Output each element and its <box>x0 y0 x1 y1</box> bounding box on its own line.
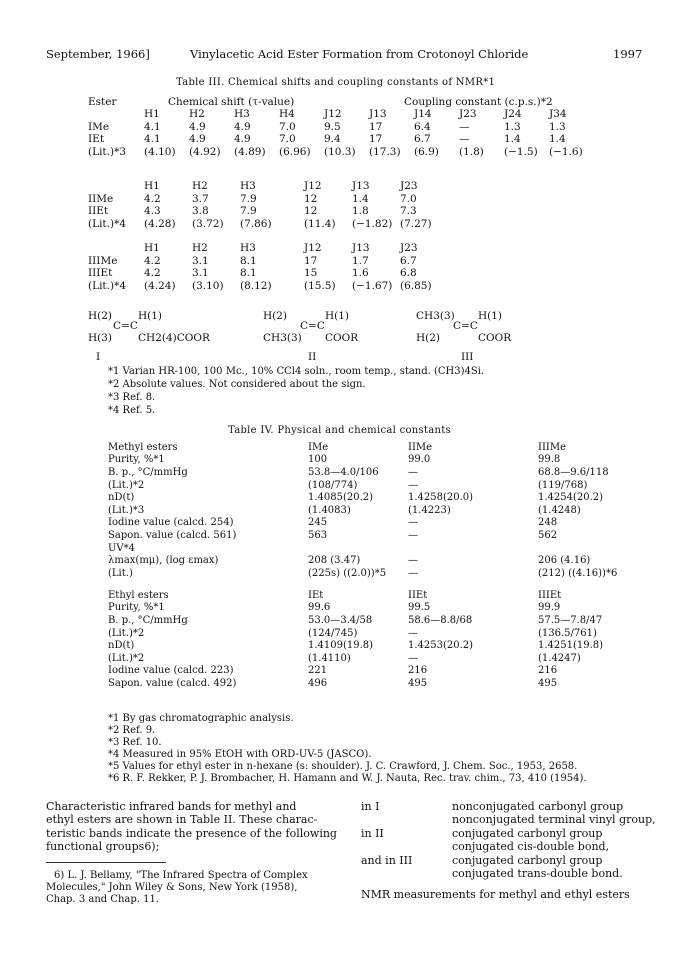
table-cell: IMe <box>308 441 329 453</box>
struct-II-bl: CH3(3) <box>263 332 302 344</box>
table-cell: J23 <box>400 180 418 193</box>
table-cell: (6.85) <box>400 280 432 293</box>
table-cell: 4.2 <box>144 254 161 267</box>
table-cell: (11.4) <box>304 218 336 231</box>
struct-I-bl: H(3) <box>88 332 113 344</box>
body-line: Characteristic infrared bands for methyl and <box>46 800 297 813</box>
table-row <box>108 639 668 652</box>
table-cell: (−1.6) <box>549 146 583 159</box>
table-cell: — <box>408 466 418 478</box>
table-cell: (17.3) <box>369 146 401 159</box>
table-cell: 1.8 <box>352 205 369 218</box>
table-cell: 1.6 <box>352 267 369 280</box>
table-cell: H2 <box>189 108 205 121</box>
table-cell: 99.5 <box>408 602 431 614</box>
table-cell: 248 <box>538 517 558 529</box>
table-cell: 1.4 <box>352 192 369 205</box>
table-cell: — <box>408 555 418 567</box>
table-cell: J13 <box>369 108 387 121</box>
struct-II-cc: C=C <box>300 320 325 332</box>
table3-caption: Table III. Chemical shifts and coupling constants of NMR*1 <box>176 77 496 88</box>
body-line: teristic bands indicate the presence of the following <box>46 826 337 840</box>
table-cell: 53.8—4.0/106 <box>308 466 379 478</box>
table-cell: 563 <box>308 529 328 541</box>
table-cell: 1.4109(19.8) <box>308 640 374 652</box>
struct-III-tr: H(1) <box>478 310 503 322</box>
table-cell: 7.3 <box>400 205 417 218</box>
table4-note: *5 Values for ethyl ester in n-hexane (s: shoulder). J. C. Crawford, J. Chem. Soc., 1953, 2658. <box>108 761 578 772</box>
table-cell: J23 <box>400 242 418 255</box>
table-cell: (119/768) <box>538 479 588 491</box>
table3-col-ester: Ester <box>88 96 117 108</box>
table-row <box>108 554 668 567</box>
table-cell: 1.4254(20.2) <box>538 492 604 504</box>
table-cell: 6.4 <box>414 120 431 133</box>
table-cell: H2 <box>192 242 208 255</box>
table-cell: (Lit.)*2 <box>108 627 145 639</box>
table-cell: 58.6—8.8/68 <box>408 614 473 626</box>
struct-I-br: CH2(4)COOR <box>138 332 210 344</box>
struct-II-br: COOR <box>325 332 359 344</box>
table-cell <box>408 542 538 555</box>
table-cell: UV*4 <box>108 542 136 554</box>
table-cell: 12 <box>304 192 318 205</box>
struct-III-label: III <box>461 351 474 363</box>
table-cell: Purity, %*1 <box>108 454 165 466</box>
table-row <box>88 267 448 280</box>
table-cell: 12 <box>304 205 318 218</box>
table-cell: H3 <box>240 242 256 255</box>
struct-III-tl: CH3(3) <box>416 310 455 322</box>
data-table <box>108 441 668 580</box>
table-cell: 216 <box>408 665 428 677</box>
table-cell: IIIMe <box>538 441 567 453</box>
table-cell: (−1.82) <box>352 218 393 231</box>
table-cell: 1.4258(20.0) <box>408 492 474 504</box>
table-cell: 7.0 <box>279 133 296 146</box>
table-cell: (10.3) <box>324 146 356 159</box>
table3-note: *1 Varian HR-100, 100 Mc., 10% CCl4 soln., room temp., stand. (CH3)4Si. <box>108 366 485 377</box>
table-cell: 4.9 <box>234 120 251 133</box>
table4-note: *6 R. F. Rekker, P. J. Brombacher, H. Hamann and W. J. Nauta, Rec. trav. chim., 73, 410 (1954). <box>108 773 587 784</box>
table-cell: J12 <box>324 108 342 121</box>
table-cell: (Lit.)*3 <box>88 146 127 159</box>
table-row <box>108 504 668 517</box>
table-cell: — <box>408 479 418 491</box>
table-row <box>88 108 594 121</box>
table-cell: H1 <box>144 108 160 121</box>
body-line: ethyl esters are shown in Table II. These charac- <box>46 813 318 827</box>
table-cell: 53.0—3.4/58 <box>308 614 373 626</box>
body-paragraph <box>46 800 337 854</box>
table-cell: (4.89) <box>234 146 266 159</box>
table-cell: (225s) ((2.0))*5 <box>308 567 387 579</box>
table-cell <box>88 180 144 193</box>
table-cell: 4.2 <box>144 192 161 205</box>
table-cell: nD(t) <box>108 492 135 504</box>
table-cell: Iodine value (calcd. 254) <box>108 517 234 529</box>
table-cell: 4.1 <box>144 120 161 133</box>
table-cell: (1.4223) <box>408 504 451 516</box>
table-cell: (3.10) <box>192 280 224 293</box>
table-cell: Methyl esters <box>108 441 178 453</box>
table-cell: 17 <box>304 254 318 267</box>
struct-II-tr: H(1) <box>325 310 350 322</box>
table-cell: 57.5—7.8/47 <box>538 614 603 626</box>
table-cell: 8.1 <box>240 254 257 267</box>
table-cell: 8.1 <box>240 267 257 280</box>
table-row <box>108 529 668 542</box>
table-cell: IMe <box>88 120 110 133</box>
table-cell: (1.4083) <box>308 504 351 516</box>
body-right-key: in II <box>361 826 384 840</box>
body-right-key: and in III <box>361 853 413 867</box>
table-cell: — <box>459 133 470 146</box>
table3-note: *3 Ref. 8. <box>108 392 156 403</box>
table-row <box>108 627 668 640</box>
table-row <box>88 121 594 134</box>
body-right-value: nonconjugated terminal vinyl group, <box>452 813 656 827</box>
table-cell: IIMe <box>408 441 433 453</box>
table-row <box>108 454 668 467</box>
table-cell: IIMe <box>88 192 114 205</box>
table-cell: 1.4251(19.8) <box>538 640 604 652</box>
body-line: functional groups6); <box>46 840 160 854</box>
table-cell: 1.4085(20.2) <box>308 492 374 504</box>
table-cell: (4.10) <box>144 146 176 159</box>
table-cell: 495 <box>408 677 428 689</box>
table-cell: — <box>408 529 418 541</box>
table-cell: (4.28) <box>144 218 176 231</box>
table-cell: 221 <box>308 665 328 677</box>
table-cell: (Lit.)*3 <box>108 504 145 516</box>
table-row <box>108 652 668 665</box>
table-cell: (4.92) <box>189 146 221 159</box>
table-cell: λmax(mμ), (log εmax) <box>108 555 219 567</box>
table-cell: (−1.67) <box>352 280 393 293</box>
table-cell: (1.8) <box>459 146 484 159</box>
table-cell: Iodine value (calcd. 223) <box>108 665 234 677</box>
table-cell: (124/745) <box>308 627 358 639</box>
table-cell: 1.7 <box>352 254 369 267</box>
table-cell: (136.5/761) <box>538 627 597 639</box>
table-cell: (Lit.)*2 <box>108 652 145 664</box>
table-cell: (4.24) <box>144 280 176 293</box>
table-cell: 99.6 <box>308 602 331 614</box>
table-cell: H1 <box>144 242 160 255</box>
footnote-6 <box>46 870 308 906</box>
table-cell: IEt <box>308 589 324 601</box>
table-cell: (1.4110) <box>308 652 351 664</box>
table-cell: 208 (3.47) <box>308 555 361 567</box>
table-cell: 4.2 <box>144 267 161 280</box>
table-cell: 17 <box>369 120 383 133</box>
data-table <box>88 242 448 292</box>
table-cell: H3 <box>234 108 250 121</box>
table3-note: *2 Absolute values. Not considered about the sign. <box>108 379 366 390</box>
table-cell: (7.86) <box>240 218 272 231</box>
table-cell: 496 <box>308 677 328 689</box>
table-cell: Sapon. value (calcd. 561) <box>108 529 237 541</box>
table-cell: (Lit.)*4 <box>88 280 127 293</box>
data-table <box>88 180 448 230</box>
table-cell: B. p., °C/mmHg <box>108 466 188 478</box>
table-cell: 495 <box>538 677 558 689</box>
table-cell: (15.5) <box>304 280 336 293</box>
table-cell: 3.1 <box>192 267 209 280</box>
table-cell <box>88 108 144 121</box>
body-right-value: conjugated trans-double bond. <box>452 867 623 880</box>
table-cell: 6.7 <box>400 254 417 267</box>
table-cell: 1.4 <box>504 133 521 146</box>
struct-III-br: COOR <box>478 332 512 344</box>
table-cell: Purity, %*1 <box>108 602 165 614</box>
table-cell: J12 <box>304 180 322 193</box>
table-cell: 1.3 <box>549 120 566 133</box>
struct-I-tl: H(2) <box>88 310 113 322</box>
table-row <box>108 589 668 602</box>
table-cell: J12 <box>304 242 322 255</box>
table4-caption: Table IV. Physical and chemical constants <box>228 425 452 436</box>
table-cell: — <box>408 517 418 529</box>
table-row <box>108 567 668 580</box>
struct-II-label: II <box>308 351 317 363</box>
table-cell: 7.0 <box>400 192 417 205</box>
table-row <box>108 665 668 678</box>
table-row <box>108 517 668 530</box>
table-cell: 4.9 <box>234 133 251 146</box>
table-cell: (3.72) <box>192 218 224 231</box>
table-cell: 99.8 <box>538 454 561 466</box>
struct-II-tl: H(2) <box>263 310 288 322</box>
table-cell: 3.8 <box>192 205 209 218</box>
table-cell: 7.9 <box>240 205 257 218</box>
table-cell: H3 <box>240 180 256 193</box>
structure-II <box>263 310 403 365</box>
body-right-value: conjugated cis-double bond, <box>452 840 610 854</box>
table-cell: 99.0 <box>408 454 431 466</box>
table-cell: IIEt <box>408 589 428 601</box>
table-cell: (−1.5) <box>504 146 538 159</box>
table-cell: Ethyl esters <box>108 589 169 601</box>
table-cell: J13 <box>352 242 370 255</box>
table-cell: IIEt <box>88 205 109 218</box>
table4-note: *3 Ref. 10. <box>108 737 162 748</box>
table-cell: IEt <box>88 133 105 146</box>
table-cell: — <box>408 567 418 579</box>
table-row <box>88 180 448 193</box>
table-row <box>88 280 448 293</box>
table-row <box>108 466 668 479</box>
table-cell: (Lit.) <box>108 567 133 579</box>
struct-III-cc: C=C <box>453 320 478 332</box>
body-last-line: NMR measurements for methyl and ethyl esters <box>361 888 630 901</box>
table-row <box>88 133 594 146</box>
table-row <box>88 218 448 231</box>
table-cell: H4 <box>279 108 295 121</box>
header-title: Vinylacetic Acid Ester Formation from Crotonoyl Chloride <box>190 47 529 61</box>
table-cell: nD(t) <box>108 640 135 652</box>
table-cell: 1.4 <box>549 133 566 146</box>
table-cell: 7.0 <box>279 120 296 133</box>
table-cell: B. p., °C/mmHg <box>108 614 188 626</box>
table-cell: (212) ((4.16))*6 <box>538 567 618 579</box>
table-cell: 1.3 <box>504 120 521 133</box>
table-cell: 6.8 <box>400 267 417 280</box>
footnote-line: Chap. 3 and Chap. 11. <box>46 894 160 905</box>
table-row <box>108 542 668 555</box>
table-row <box>88 193 448 206</box>
table-cell: 3.1 <box>192 254 209 267</box>
table-cell: — <box>408 652 418 664</box>
table-cell: IIIEt <box>88 267 113 280</box>
table-cell: (Lit.)*2 <box>108 479 145 491</box>
table-cell: 4.9 <box>189 133 206 146</box>
table-cell: (7.27) <box>400 218 432 231</box>
table-cell: (1.4248) <box>538 504 581 516</box>
table4-note: *1 By gas chromatographic analysis. <box>108 713 294 724</box>
table-cell <box>88 242 144 255</box>
table-row <box>88 146 594 159</box>
table-cell: 206 (4.16) <box>538 555 591 567</box>
table-cell: IIIMe <box>88 254 118 267</box>
table-cell <box>308 542 408 555</box>
table-row <box>108 479 668 492</box>
table-cell: (8.12) <box>240 280 272 293</box>
table-cell: H2 <box>192 180 208 193</box>
table3-col-shift: Chemical shift (τ-value) <box>168 96 295 108</box>
table-cell: 4.3 <box>144 205 161 218</box>
table-cell: 4.1 <box>144 133 161 146</box>
table-cell: — <box>459 120 470 133</box>
table-cell: H1 <box>144 180 160 193</box>
table-row <box>108 491 668 504</box>
struct-I-label: I <box>96 351 101 363</box>
table-cell: 15 <box>304 267 318 280</box>
footnote-line: Molecules," John Wiley & Sons, New York (1958), <box>46 882 298 893</box>
table-cell: (Lit.)*4 <box>88 218 127 231</box>
table-cell: — <box>408 627 418 639</box>
table-cell: J34 <box>549 108 567 121</box>
header-date: September, 1966] <box>46 47 150 61</box>
table-cell: 3.7 <box>192 192 209 205</box>
table-cell <box>538 542 668 555</box>
table4-note: *2 Ref. 9. <box>108 725 156 736</box>
table-cell: (6.96) <box>279 146 311 159</box>
body-right-key: in I <box>361 800 380 813</box>
table-cell: 99.9 <box>538 602 561 614</box>
table-row <box>88 255 448 268</box>
table-cell: Sapon. value (calcd. 492) <box>108 677 237 689</box>
body-right-value: conjugated carbonyl group <box>452 826 603 840</box>
table-cell: 68.8—9.6/118 <box>538 466 609 478</box>
page-number: 1997 <box>613 47 643 61</box>
table-cell: J23 <box>459 108 477 121</box>
table-cell: 216 <box>538 665 558 677</box>
footnote-rule <box>46 862 166 863</box>
table3-note: *4 Ref. 5. <box>108 405 156 416</box>
structure-III <box>416 310 556 365</box>
table-cell: 100 <box>308 454 328 466</box>
table-cell: (1.4247) <box>538 652 581 664</box>
table-row <box>88 242 448 255</box>
footnote-line: 6) L. J. Bellamy, "The Infrared Spectra of Complex <box>54 870 308 881</box>
data-table <box>108 589 668 690</box>
body-right-value: conjugated carbonyl group <box>452 853 603 867</box>
table-cell: 245 <box>308 517 328 529</box>
table-cell: (6.9) <box>414 146 439 159</box>
table-cell: J14 <box>414 108 432 121</box>
table-cell: J13 <box>352 180 370 193</box>
data-table <box>88 108 594 158</box>
struct-I-cc: C=C <box>113 320 138 332</box>
table-cell: 17 <box>369 133 383 146</box>
table-cell: J24 <box>504 108 522 121</box>
table-cell: 7.9 <box>240 192 257 205</box>
table-cell: IIIEt <box>538 589 562 601</box>
table-cell: 562 <box>538 529 558 541</box>
table-cell: 6.7 <box>414 133 431 146</box>
table-cell: 4.9 <box>189 120 206 133</box>
table-cell: (108/774) <box>308 479 358 491</box>
table-cell: 9.5 <box>324 120 341 133</box>
structure-I <box>88 310 248 365</box>
table4-note: *4 Measured in 95% EtOH with ORD-UV-5 (JASCO). <box>108 749 372 760</box>
body-right-value: nonconjugated carbonyl group <box>452 800 624 813</box>
table-row <box>88 205 448 218</box>
table-row <box>108 614 668 627</box>
table3-col-coupling: Coupling constant (c.p.s.)*2 <box>404 96 553 108</box>
table-row <box>108 441 668 454</box>
table-cell: 1.4253(20.2) <box>408 640 474 652</box>
struct-I-tr: H(1) <box>138 310 163 322</box>
table-row <box>108 602 668 615</box>
table-row <box>108 677 668 690</box>
table-cell: 9.4 <box>324 133 341 146</box>
struct-III-bl: H(2) <box>416 332 441 344</box>
